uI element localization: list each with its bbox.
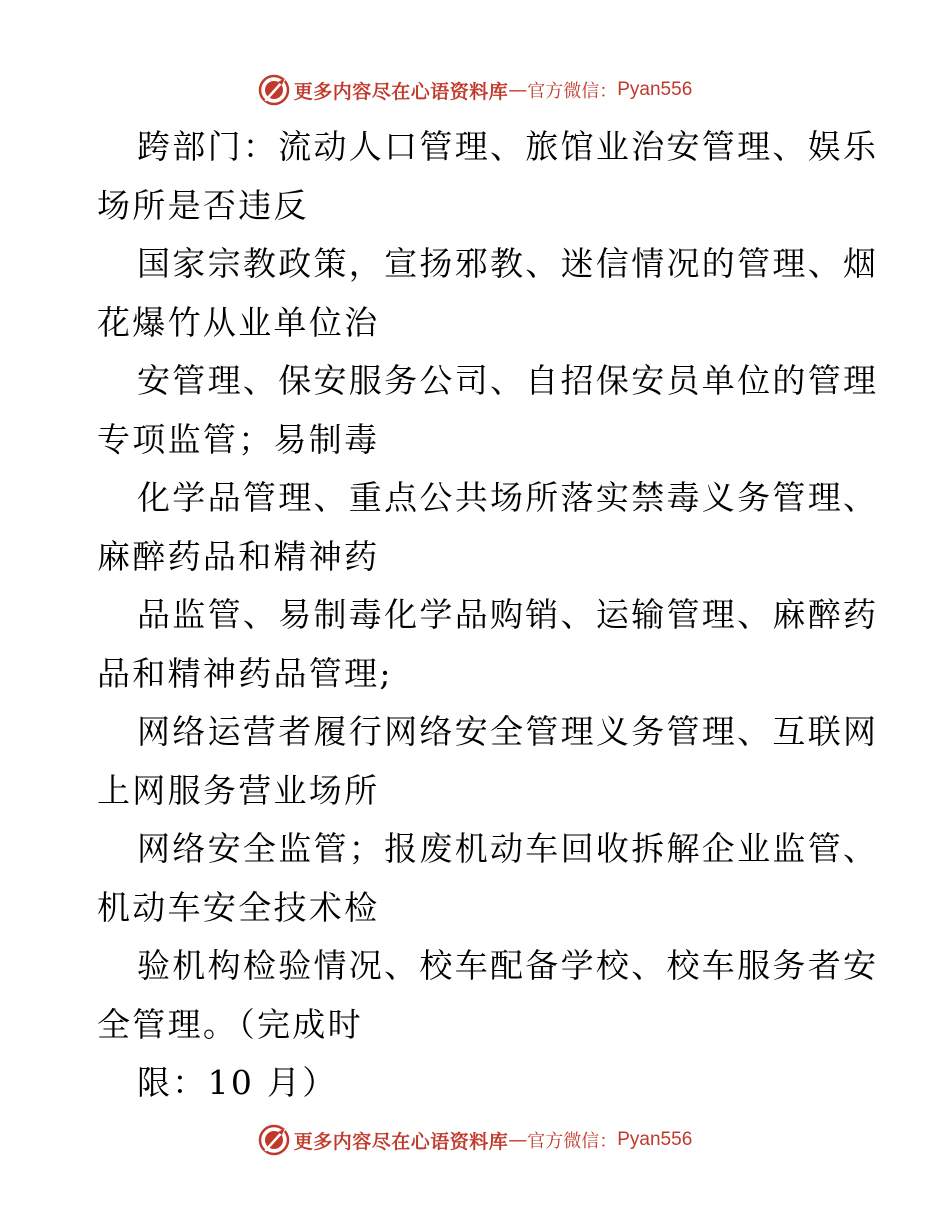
header-dash: — [508,79,528,101]
quill-logo-icon [258,1124,290,1156]
quill-logo-icon [258,74,290,106]
text-line: 国家宗教政策，宣扬邪教、迷信情况的管理、烟 [137,244,879,283]
footer-dash: — [508,1129,528,1151]
text-line: 场所是否违反 [97,185,309,225]
header-banner [0,72,950,108]
text-line: 花爆竹从业单位治 [97,302,380,342]
text-line: 网络运营者履行网络安全管理义务管理、互联网 [137,712,879,751]
text-line: 网络安全监管；报废机动车回收拆解企业监管、 [137,829,879,868]
text-line: 全管理。（完成时 [97,1004,363,1044]
header-title: 更多内容尽在心语资料库 [293,80,509,103]
text-line: 品监管、易制毒化学品购销、运输管理、麻醉药 [137,595,879,634]
text-line: 限：10 月） [137,1063,338,1102]
text-line: 上网服务营业场所 [97,770,380,810]
text-line: 化学品管理、重点公共场所落实禁毒义务管理、 [137,478,879,517]
text-line: 机动车安全技术检 [97,887,380,927]
text-line: 品和精神药品管理; [97,653,393,693]
footer-official-label: 官方微信： [527,1131,618,1152]
text-line: 跨部门：流动人口管理、旅馆业治安管理、娱乐 [137,127,879,166]
footer-wechat-id: Pyan556 [617,1129,693,1150]
header-banner-inner [258,74,693,106]
text-line: 麻醉药品和精神药 [97,536,380,576]
text-line: 专项监管；易制毒 [97,419,380,459]
footer-banner-inner [258,1124,693,1156]
header-official-label: 官方微信： [527,81,618,102]
text-line: 安管理、保安服务公司、自招保安员单位的管理 [137,361,879,400]
header-wechat-id: Pyan556 [617,79,693,100]
document-body [97,118,879,1113]
footer-title: 更多内容尽在心语资料库 [293,1130,509,1153]
footer-banner [0,1122,950,1158]
text-line: 验机构检验情况、校车配备学校、校车服务者安 [137,946,879,985]
